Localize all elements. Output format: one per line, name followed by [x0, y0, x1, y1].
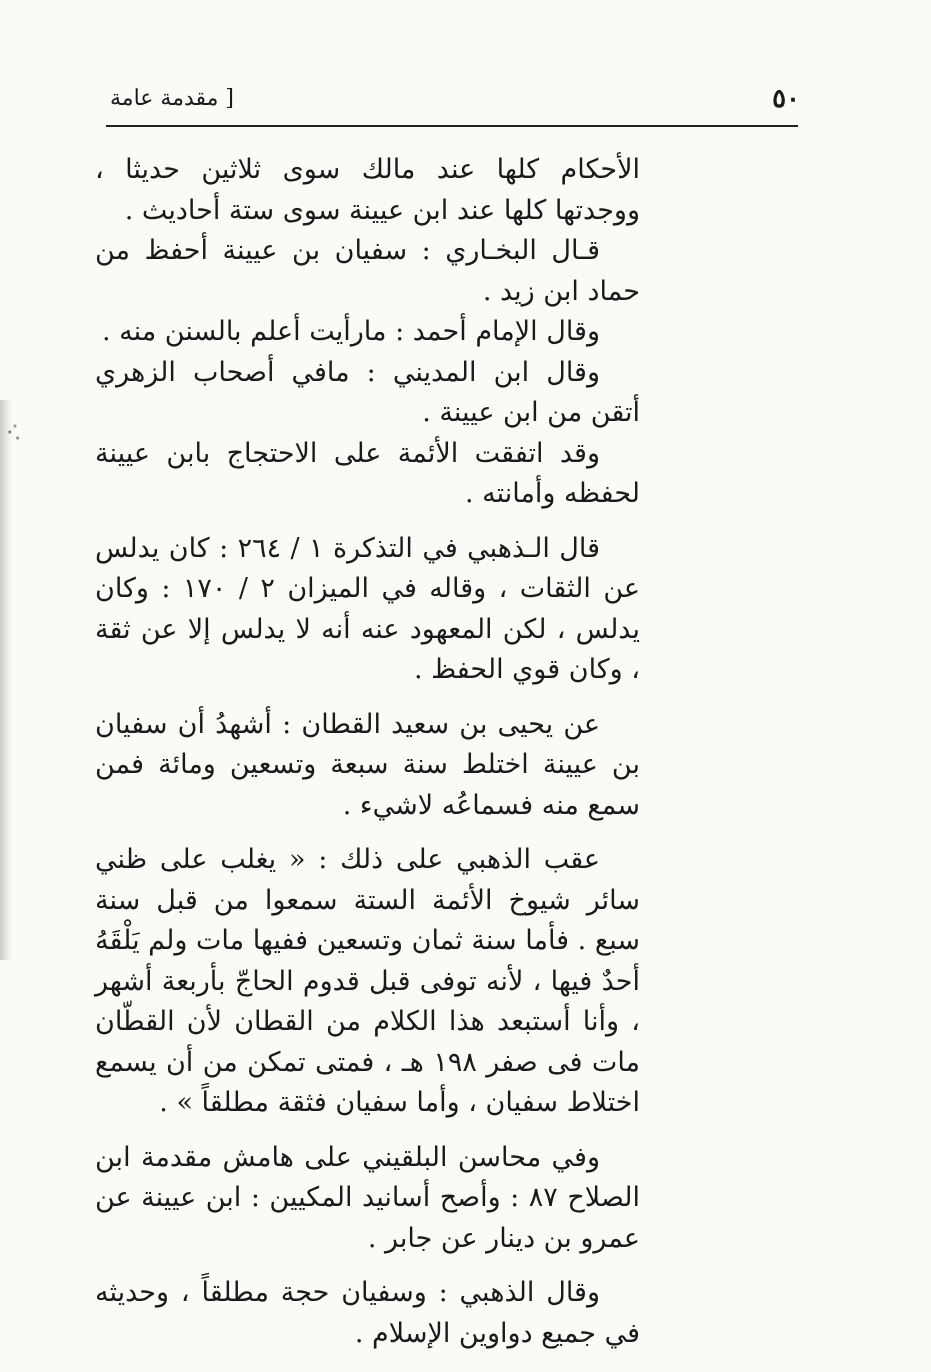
paragraph-8: عقب الذهبي على ذلك : « يغلب على ظني سائر شيوخ الأئمة الستة سمعوا من قبل سنة سبع . فأما سنة ثمان وتسعين ففيها مات ولم يَلْقَهُ أحدٌ فيها ، لأنه توفى قبل قدوم الحاجّ بأربعة أشهر ، وأنا أستبعد هذا الكلام من القطان لأن القطّان مات فى صفر ١٩٨ هـ ، فمتى تمكن من أن يسمع اختلاط سفيان ، وأما سفيان فثقة مطلقاً » . [95, 844, 641, 1118]
page-body [95, 150, 640, 1354]
paragraph-7: عن يحيى بن سعيد القطان : أشهدُ أن سفيان بن عيينة اختلط سنة سبعة وتسعين ومائة فمن سمع منه فسماعُه لاشيء . [95, 708, 640, 821]
page-number: ٥٠ [772, 84, 800, 114]
header-rule [106, 125, 798, 127]
paragraph-5: وقد اتفقت الأئمة على الاحتجاج بابن عيينة لحفظه وأمانته . [95, 437, 640, 509]
page-header [100, 82, 800, 122]
scan-edge-shadow [0, 400, 14, 960]
paragraph-4: وقال ابن المديني : مافي أصحاب الزهري أتقن من ابن عيينة . [95, 356, 640, 428]
paragraph-9: وفي محاسن البلقيني على هامش مقدمة ابن الصلاح ٨٧ : وأصح أسانيد المكيين : ابن عيينة عن عمرو بن دينار عن جابر . [95, 1141, 640, 1254]
scan-speckles [2, 420, 28, 450]
paragraph-1: الأحكام كلها عند مالك سوى ثلاثين حديثا ، ووجدتها كلها عند ابن عيينة سوى ستة أحاديث . [95, 154, 640, 226]
paragraph-2: قـال البخـاري : سفيان بن عيينة أحفظ من حماد ابن زيد . [95, 235, 640, 307]
paragraph-6: قال الـذهبي في التذكرة ١ / ٢٦٤ : كان يدلس عن الثقات ، وقاله في الميزان ٢ / ١٧٠ : وكان يدلس ، لكن المعهود عنه أنه لا يدلس إلا عن ثقة ، وكان قوي الحفظ . [95, 532, 640, 685]
paragraph-10: وقال الذهبي : وسفيان حجة مطلقاً ، وحديثه في جميع دواوين الإسلام . [95, 1277, 640, 1349]
running-head: [ مقدمة عامة [110, 86, 235, 111]
paragraph-3: وقال الإمام أحمد : مارأيت أعلم بالسنن منه . [101, 316, 600, 347]
